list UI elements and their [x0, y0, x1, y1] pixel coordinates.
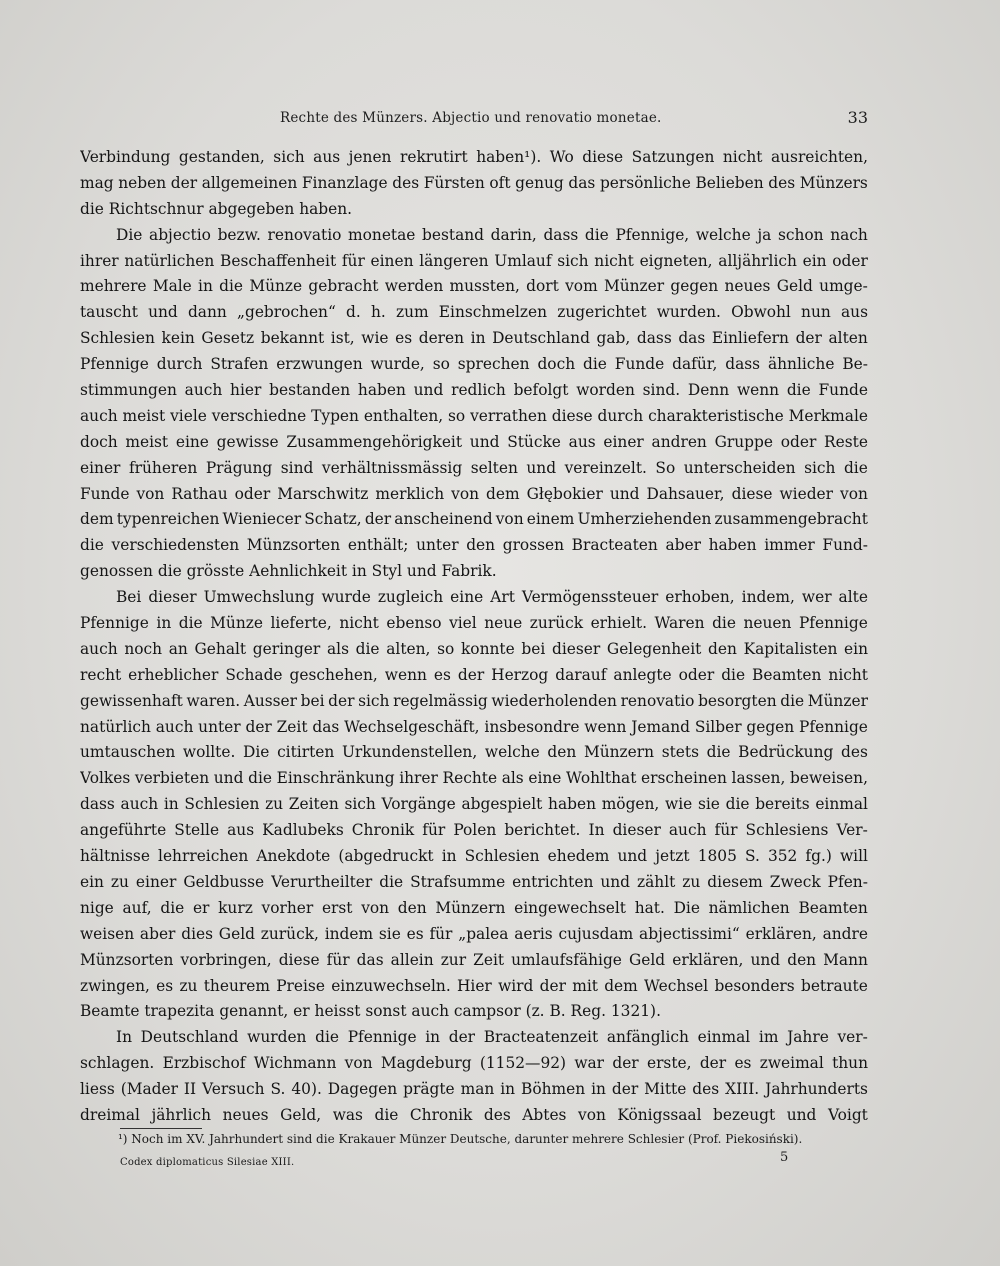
text-line: tauscht und dann „gebrochen“ d. h. zum Einschmelzen zugerichtet wurden. Obwohl nun aus: [80, 303, 868, 322]
text-line: gewissenhaft waren. Ausser bei der sich regelmässig wiederholenden renovatio besorgten die Münzer: [80, 691, 868, 710]
text-line: Funde von Rathau oder Marschwitz merklich von dem Głębokier und Dahsauer, diese wieder von: [80, 484, 868, 503]
text-line: ein zu einer Geldbusse Verurtheilter die Strafsumme entrichten und zählt zu diesem Zweck Pfen-: [80, 872, 868, 891]
signature-mark: 5: [780, 1150, 789, 1165]
text-line: nige auf, die er kurz vorher erst von den Münzern eingewechselt hat. Die nämlichen Beamten: [80, 898, 868, 917]
text-line: Münzsorten vorbringen, diese für das allein zur Zeit umlaufsfähige Geld erklären, und den Mann: [80, 950, 868, 969]
text-line: Beamte trapezita genannt, er heisst sonst auch campsor (z. B. Reg. 1321).: [80, 1002, 661, 1021]
text-line: mehrere Male in die Münze gebracht werden mussten, dort vom Münzer gegen neues Geld umge-: [80, 277, 868, 296]
text-line: auch meist viele verschiedne Typen enthalten, so verrathen diese durch charakteristische Merkmale: [80, 406, 868, 425]
text-line: ihrer natürlichen Beschaffenheit für einen längeren Umlauf sich nicht eigneten, alljährlich ein oder: [80, 251, 868, 270]
text-line: Pfennige durch Strafen erzwungen wurde, so sprechen doch die Funde dafür, dass ähnliche Be-: [80, 355, 868, 374]
text-line: weisen aber dies Geld zurück, indem sie es für „palea aeris cujusdam abjectissimi“ erklären, andre: [80, 924, 868, 943]
text-line: Schlesien kein Gesetz bekannt ist, wie es deren in Deutschland gab, dass das Einliefern der alten: [80, 329, 868, 348]
text-line: recht erheblicher Schade geschehen, wenn es der Herzog darauf anlegte oder die Beamten nicht: [80, 665, 868, 684]
body-text: [80, 145, 868, 1129]
footnotes: [118, 1131, 878, 1148]
text-line: zwingen, es zu theurem Preise einzuwechseln. Hier wird der mit dem Wechsel besonders betraute: [80, 976, 868, 995]
text-line: auch noch an Gehalt geringer als die alten, so konnte bei dieser Gelegenheit den Kapitalisten ein: [80, 639, 868, 658]
text-line: dem typenreichen Wieniecer Schatz, der anscheinend von einem Umherziehenden zusammengebracht: [80, 510, 868, 529]
text-line: Bei dieser Umwechslung wurde zugleich eine Art Vermögenssteuer erhoben, indem, wer alte: [116, 588, 868, 607]
text-line: Volkes verbieten und die Einschränkung ihrer Rechte als eine Wohlthat erscheinen lassen, beweisen,: [80, 769, 868, 788]
running-head: [80, 108, 870, 130]
text-line: die Richtschnur abgegeben haben.: [80, 199, 353, 218]
text-line: Verbindung gestanden, sich aus jenen rekrutirt haben¹). Wo diese Satzungen nicht ausreichten,: [80, 148, 868, 166]
footnote-rule: [120, 1128, 202, 1129]
text-line: dreimal jährlich neues Geld, was die Chronik des Abtes von Königssaal bezeugt und Voigt: [80, 1105, 868, 1124]
text-line: natürlich auch unter der Zeit das Wechselgeschäft, insbesondre wenn Jemand Silber gegen Pfennige: [80, 717, 868, 736]
page-number: 33: [847, 108, 868, 127]
text-line: einer früheren Prägung sind verhältnissmässig selten und vereinzelt. So unterscheiden sich die: [80, 458, 868, 477]
text-line: genossen die grösste Aehnlichkeit in Styl und Fabrik.: [80, 562, 497, 581]
running-title: Rechte des Münzers. Abjectio und renovatio monetae.: [280, 110, 662, 126]
text-line: hältnisse lehrreichen Anekdote (abgedruckt in Schlesien ehedem und jetzt 1805 S. 352 fg.) will: [80, 847, 868, 866]
text-line: Pfennige in die Münze lieferte, nicht ebenso viel neue zurück erhielt. Waren die neuen Pfennige: [80, 614, 868, 633]
signature-title: Codex diplomaticus Silesiae XIII.: [120, 1157, 295, 1168]
text-line: schlagen. Erzbischof Wichmann von Magdeburg (1152—92) war der erste, der es zweimal thun: [80, 1054, 868, 1073]
footnote-1: ¹) Noch im XV. Jahrhundert sind die Krakauer Münzer Deutsche, darunter mehrere Schlesier (Prof. Piekosiński).: [118, 1132, 803, 1146]
text-line: dass auch in Schlesien zu Zeiten sich Vorgänge abgespielt haben mögen, wie sie die bereits einmal: [80, 795, 868, 814]
text-line: Die abjectio bezw. renovatio monetae bestand darin, dass die Pfennige, welche ja schon nach: [116, 225, 868, 244]
text-line: mag neben der allgemeinen Finanzlage des Fürsten oft genug das persönliche Belieben des Münzers: [80, 173, 868, 192]
text-line: stimmungen auch hier bestanden haben und redlich befolgt worden sind. Denn wenn die Funde: [80, 381, 868, 400]
text-line: In Deutschland wurden die Pfennige in der Bracteatenzeit anfänglich einmal im Jahre ver-: [116, 1028, 868, 1047]
text-line: liess (Mader II Versuch S. 40). Dagegen prägte man in Böhmen in der Mitte des XIII. Jahrhunderts: [80, 1080, 868, 1099]
text-line: doch meist eine gewisse Zusammengehörigkeit und Stücke aus einer andren Gruppe oder Reste: [80, 432, 868, 451]
text-line: umtauschen wollte. Die citirten Urkundenstellen, welche den Münzern stets die Bedrückung des: [80, 743, 868, 762]
text-line: angeführte Stelle aus Kadlubeks Chronik für Polen berichtet. In dieser auch für Schlesiens Ver-: [80, 821, 868, 840]
text-line: die verschiedensten Münzsorten enthält; unter den grossen Bracteaten aber haben immer Fund-: [80, 536, 868, 555]
